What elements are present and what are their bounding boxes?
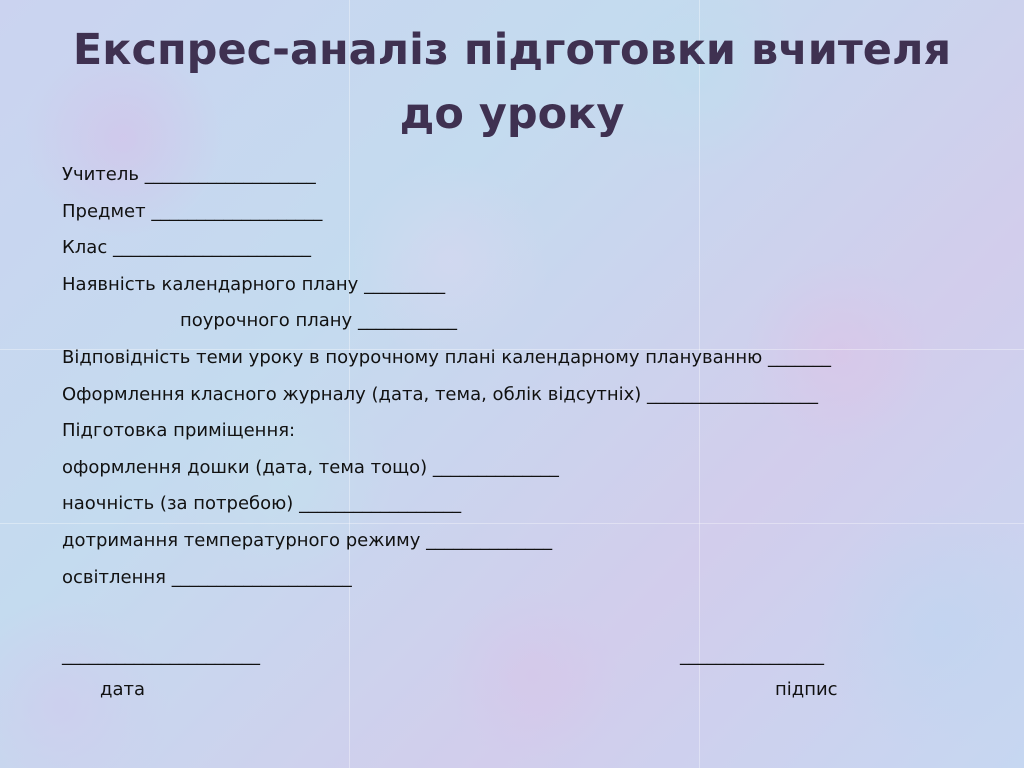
section-room-preparation <box>62 413 1002 450</box>
field-blank: ______________________ <box>112 237 311 259</box>
field-blank: ___________________ <box>647 383 819 405</box>
field-label: дотримання температурного режиму <box>62 529 421 551</box>
slide-title: Експрес-аналіз підготовки вчителя до уроку <box>72 25 952 139</box>
field-blank: ___________ <box>357 310 457 332</box>
field-blank: ______________ <box>426 529 553 551</box>
field-calendar-plan <box>62 267 1002 304</box>
field-lesson-plan <box>62 303 1002 340</box>
signature-line: ________________ <box>680 645 824 666</box>
date-line: ______________________ <box>62 645 260 666</box>
date-caption: дата <box>100 679 145 700</box>
field-class-journal <box>62 377 1002 414</box>
field-blank: _______ <box>768 346 832 368</box>
field-lighting <box>62 560 1002 597</box>
field-visual-aids <box>62 486 1002 523</box>
section-heading: Підготовка приміщення: <box>62 420 296 442</box>
form-body <box>62 157 1002 596</box>
field-label: Предмет <box>62 200 146 222</box>
field-label: освітлення <box>62 566 166 588</box>
field-blank: ___________________ <box>151 200 323 222</box>
field-teacher <box>62 157 1002 194</box>
field-blank: ____________________ <box>171 566 352 588</box>
field-label: наочність (за потребою) <box>62 493 294 515</box>
field-label: Учитель <box>62 164 139 185</box>
field-blank: ______________ <box>432 456 559 478</box>
field-temperature <box>62 523 1002 560</box>
field-subject <box>62 194 1002 231</box>
field-blank: _________ <box>364 273 446 295</box>
field-label: Клас <box>62 237 108 259</box>
field-blank: __________________ <box>299 493 462 515</box>
field-blank: ___________________ <box>144 164 316 185</box>
field-label: Наявність календарного плану <box>62 273 359 295</box>
signature-caption: підпис <box>775 679 838 700</box>
field-label: оформлення дошки (дата, тема тощо) <box>62 456 428 478</box>
field-label: Оформлення класного журналу (дата, тема, облік відсутніх) <box>62 383 642 405</box>
field-label: Відповідність теми уроку в поурочному плані календарному плануванню <box>62 346 763 368</box>
field-label: поурочного плану <box>180 310 353 332</box>
field-class <box>62 230 1002 267</box>
field-board <box>62 450 1002 487</box>
field-topic-correspondence <box>62 340 1002 377</box>
